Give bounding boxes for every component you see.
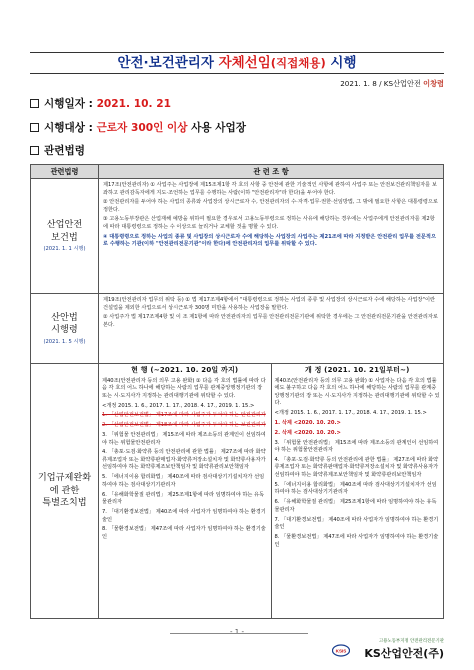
clause: 제19조(안전관리자 업무의 위탁 등) ① 법 제17조제4항에서 "대통령령으로 정하는 사업의 종류 및 사업장의 상시근로자 수에 해당하는 사업장"이란 건설업을 제외한 사업으로서 상시근로자 300명 미만을 사용하는 사업장을 말한다.	[103, 297, 435, 311]
clause: ② 안전관리자를 두어야 하는 사업의 종류와 사업장의 상시근로자 수, 안전관리자의 수·자격·업무·권한·선임방법, 그 밖에 필요한 사항은 대통령령으로 정한다.	[103, 199, 438, 213]
after-column	[271, 364, 444, 618]
clause: 6. 「유해화학물질 관리법」 제25조제1항에 따라 임명하여야 하는 유독물관리자	[102, 491, 265, 506]
document-title	[30, 52, 444, 74]
page-number: - 1 -	[230, 628, 244, 636]
comparison-cell	[99, 364, 444, 619]
clause-deleted-note: 2. 삭제 <2020. 10. 20.>	[274, 429, 341, 436]
law-content	[99, 294, 444, 364]
before-heading: 현 행 (~2021. 10. 20일 까지)	[131, 366, 239, 374]
before-column	[99, 364, 271, 618]
target-label: 시행대상 :	[44, 122, 93, 134]
clause-highlight: ④ 대통령령으로 정하는 사업의 종류 및 사업장의 상시근로자 수에 해당하는 사업장의 사업주는 제21조에 따라 지정받은 안전관리 업무를 전문적으로 수행하는 기관(이하 "안전관리전문기관"이라 한다)에 안전관리자의 업무를 위탁할 수 있다.	[103, 233, 436, 248]
clause: 8. 「물환경보전법」 제47조에 따라 사업자가 임명하여야 하는 환경기술인	[274, 533, 439, 548]
clause: 4. 「총포·도검·화약류 등의 안전관리에 관한 법률」 제27조에 따라 화약류제조업자 또는 화약류판매업자·화약류저장소설치자 및 화약류사용자가 선임하여야 하는 화약류제조보안책임자 및 화약류관리보안책임자	[102, 449, 266, 471]
dateline	[340, 79, 444, 89]
law-name-cell	[31, 294, 99, 364]
checkbox-icon	[30, 123, 39, 132]
clause-deleted: 1. 「산업안전보건법」 제17조에 따라 사업주가 두어야 하는 안전관리자	[102, 412, 266, 419]
clause: 제40조(안전관리자 등의 의무 고용 완화) ① 사업자는 다음 각 호의 법률에도 불구하고 다음 각 호의 어느 하나에 해당하는 사람의 업무를 관계중앙행정기관의 장 또는 시·도지사가 지정하는 관리대행기관에 위탁할 수 있다.	[274, 377, 440, 407]
clause: ③ 고용노동부장관은 산업재해 예방을 위하여 필요한 경우로서 고용노동부령으로 정하는 사유에 해당하는 경우에는 사업주에게 안전관리자를 제2항에 따라 대통령령으로 정하는 수 이상으로 늘리거나 교체할 것을 명할 수 있다.	[103, 216, 435, 230]
laws-table	[30, 164, 444, 619]
clause: 8. 「물환경보전법」 제47조에 따라 사업자가 임명하여야 하는 환경기술인	[102, 526, 266, 540]
header-content: 관 련 조 항	[99, 165, 444, 179]
law-name-cell	[31, 179, 99, 294]
logo-org: 고용노동부지정 안전관리전문기관	[378, 639, 444, 644]
law-date: (2021. 1. 5 시행)	[43, 338, 86, 345]
after-heading: 개 정 (2021. 10. 21일부터~)	[304, 366, 410, 374]
checkbox-icon	[30, 99, 39, 108]
clause: 3. 「위험물 안전관리법」 제15조에 따라 제조소등의 관계인이 선임하여야 하는 위험물안전관리자	[274, 439, 439, 454]
footer-divider	[170, 633, 308, 634]
table-row	[31, 294, 444, 364]
clause: <개정 2015. 1. 6., 2017. 1. 17., 2018. 4. 17., 2019. 1. 15.>	[274, 410, 427, 417]
clause: 7. 「대기환경보전법」 제40조에 따라 사업자가 임명하여야 하는 환경기술인	[102, 509, 266, 523]
logo-name: KS산업안전(주)	[364, 647, 444, 660]
law-name: 산업안전 보건법	[46, 219, 83, 243]
header-law: 관련법령	[31, 165, 99, 179]
target-highlight: 근로자 300인 이상	[96, 122, 188, 134]
dateline-author: 이창렴	[423, 79, 444, 88]
law-name: 산안법 시행령	[51, 311, 78, 335]
clause: 3. 「위험물 안전관리법」 제15조에 따라 제조소등의 관계인이 선임하여야 하는 위험물안전관리자	[102, 431, 266, 446]
clause: 제17조(안전관리자) ① 사업주는 사업장에 제15조제1항 각 호의 사항 중 안전에 관한 기술적인 사항에 관하여 사업주 또는 안전보건관리책임자를 보좌하고 관리감독자에게 지도·조언하는 업무를 수행하는 사람(이하 "안전관리자"라 한다)을 두어야 한다.	[103, 182, 437, 196]
row-target	[30, 121, 246, 135]
clause: ② 사업주가 법 제17조제4항 및 이 조 제1항에 따라 안전관리자의 업무를 안전관리전문기관에 위탁한 경우에는 그 안전관리전문기관을 안전관리자로 본다.	[103, 314, 438, 328]
law-date: (2021. 1. 1 시행)	[43, 246, 86, 252]
title-part2: 자체선임	[213, 55, 271, 71]
table-row	[31, 179, 444, 294]
logo-mark-text: KSIS	[335, 648, 347, 654]
title-part1: 안전·보건관리자	[117, 55, 214, 71]
date-label: 시행일자 :	[44, 98, 93, 110]
law-name: 기업규제완화 에 관한 특별조치법	[37, 472, 92, 509]
clause: <개정 2015. 1. 6., 2017. 1. 17., 2018. 4. 17., 2019. 1. 15.>	[102, 402, 255, 409]
clause: 6. 「유해화학물질 관리법」 제25조제1항에 따라 임명하여야 하는 유독물관리자	[274, 499, 437, 513]
ksis-logo-icon	[332, 644, 350, 657]
law-name-cell	[31, 364, 99, 619]
clause-deleted: 2. 「산업안전보건법」 제18조에 따라 사업주가 두어야 하는 보건관리자	[102, 422, 266, 429]
dateline-date: 2021. 1. 8 / KS산업안전	[340, 79, 421, 88]
date-value: 2021. 10. 21	[96, 98, 171, 110]
clause: 제40조(안전관리자 등의 의무 고용 완화) ① 다음 각 호의 법률에 따라 다음 각 호의 어느 하나에 해당하는 사람의 업무를 관계중앙행정기관의 장 또는 시·도지사가 지정하는 관리대행기관에 위탁할 수 있다.	[102, 377, 266, 399]
law-content	[99, 179, 444, 294]
clause-deleted-note: 1. 삭제 <2020. 10. 20.>	[274, 419, 341, 426]
company-logo	[314, 638, 444, 660]
laws-label: 관련법령	[44, 145, 85, 157]
clause: 7. 「대기환경보전법」 제40조에 따라 사업자가 임명하여야 하는 환경기술인	[274, 516, 439, 531]
row-laws	[30, 144, 85, 158]
title-part3: (직접채용)	[270, 56, 326, 70]
table-row	[31, 364, 444, 619]
target-rest: 사용 사업장	[187, 122, 246, 134]
title-part4: 시행	[325, 55, 357, 71]
clause: 5. 「에너지이용 합리화법」 제40조에 따라 검사대상기기설치자가 선임하여야 하는 검사대상기기관리자	[102, 474, 265, 488]
checkbox-icon	[30, 146, 39, 155]
clause: 5. 「에너지이용 합리화법」 제40조에 따라 검사대상기기설치자가 선임하여야 하는 검사대상기기관리자	[274, 481, 437, 496]
row-date	[30, 97, 171, 111]
clause: 4. 「총포·도검·화약류 등의 안전관리에 관한 법률」 제27조에 따라 화약류제조업자 또는 화약류판매업자·화약류저장소설치자 및 화약류사용자가 선임하여야 하는 화약류제조보안책임자 및 화약류관리보안책임자	[274, 456, 439, 479]
